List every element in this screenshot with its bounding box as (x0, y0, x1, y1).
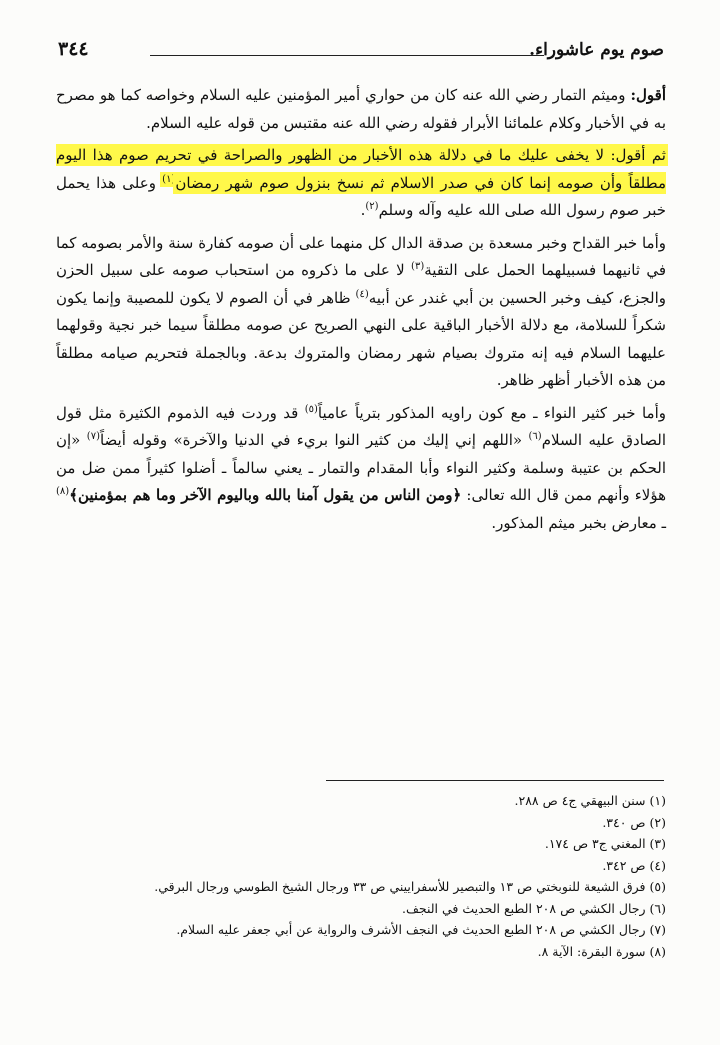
footnote-3: (٣) المغني ج٣ ص ١٧٤. (544, 836, 666, 851)
footnote-7: (٧) رجال الكشي ص ٢٠٨ الطبع الحديث في النجف الأشرف والرواية عن أبي جعفر عليه السلام. (176, 922, 666, 937)
paragraph-3-part-1: وأما خبر القداح وخبر مسعدة بن صدقة الدال كل منهما على أن صومه كفارة سنة والأمر بصومه كما في ثانيهما فسبيلهما الحمل على التقية (56, 233, 666, 279)
footnote-1: (١) سنن البيهقي ج٤ ص ٢٨٨. (514, 793, 666, 808)
footnote-4: (٤) ص ٣٤٢. (602, 857, 666, 873)
paragraph-3-part-2: لا على ما ذكروه من استحباب صومه على سبيل الحزن والجزع، كيف وخبر الحسين بن أبي غندر عن أبيه (56, 261, 666, 307)
footnote-8: (٨) سورة البقرة: الآية ٨. (537, 943, 666, 959)
quran-verse: ﴿ومن الناس من يقول آمنا بالله وباليوم الآخر وما هم بمؤمنين﴾ (69, 486, 462, 504)
paragraph-4 (56, 400, 666, 538)
paragraph-3 (56, 230, 666, 395)
paragraph-2 (56, 142, 666, 225)
running-title: صوم يوم عاشوراء. (529, 40, 664, 60)
footnote-ref-2: (٢) (365, 201, 379, 212)
footnote-divider (326, 780, 664, 781)
footnote-ref-8: (٨) (56, 486, 70, 497)
paragraph-1 (56, 82, 666, 137)
paragraph-4-part-1: وأما خبر كثير النواء ـ مع كون راويه المذكور بترياً عامياً (317, 403, 666, 422)
paragraph-1-text: وميثم التمار رضي الله عنه كان من حواري أمير المؤمنين عليه السلام وخواصه كما هو مصرح به في الأخبار وكلام علمائنا الأبرار فقوله رضي الله عنه مقتبس من قوله عليه السلام. (56, 86, 666, 132)
footnote-ref-7: (٧) (86, 431, 100, 442)
running-header (58, 36, 664, 66)
header-rule (150, 55, 544, 56)
lead-word: أقول: (630, 86, 666, 104)
footnote-ref-3: (٣) (411, 261, 425, 272)
paragraph-2-end: . (360, 201, 366, 219)
footnote-2: (٢) ص ٣٤٠. (602, 814, 666, 830)
paragraph-2-text: وعلى هذا يحمل خبر صوم رسول الله صلى الله عليه وآله وسلم (56, 173, 666, 219)
page-number: ٣٤٤ (58, 38, 89, 60)
footnote-6: (٦) رجال الكشي ص ٢٠٨ الطبع الحديث في النجف. (401, 900, 666, 916)
footnote-ref-6: (٦) (528, 431, 542, 442)
footnote-ref-5: (٥) (304, 403, 318, 415)
footnote-ref-4: (٤) (355, 288, 369, 300)
paragraph-3-part-3: ظاهر في أن الصوم لا يكون للمصيبة وإنما يكون شكراً للسلامة، مع دلالة الأخبار الباقية على النهي الصريح عن صومه مطلقاً سيما خبر نجية وقولهما عليهما السلام فيه إنه متروك بصيام شهر رمضان والمتروك بدعة. وبالجملة فتحريم صيامه مطلقاً من هذه الأخبار أظهر ظاهر. (56, 288, 666, 389)
footnote-5: (٥) فرق الشيعة للنوبختي ص ١٣ والتبصير للأسفراييني ص ٣٣ ورجال الشيخ الطوسي ورجال البرقي. (154, 879, 666, 894)
main-text (56, 82, 666, 542)
footnote-ref-1: (١) (162, 173, 176, 185)
paragraph-4-part-4: «إن الحكم بن عتيبة وسلمة وكثير النواء وأبا المقدام والتمار ـ يعني سالماً ـ أضلوا كثيراً ممن ضل من هؤلاء وأنهم ممن قال الله تعالى: (56, 431, 666, 504)
footnotes (56, 790, 666, 962)
paragraph-4-part-5: ـ معارض بخبر ميثم المذكور. (491, 513, 666, 532)
highlighted-passage: ثم أقول: لا يخفى عليك ما في دلالة هذه الأخبار من الظهور والصراحة في تحريم صوم هذا اليوم مطلقاً وأن صومه إنما كان في صدر الاسلام ثم نسخ بنزول صوم شهر رمضان (56, 146, 666, 192)
paragraph-4-part-3: «اللهم إني إليك من كثير النوا بريء في الدنيا والآخرة» وقوله أيضاً (99, 431, 529, 449)
paragraph-4-part-2: قد وردت فيه الذموم الكثيرة مثل قول الصادق عليه السلام (56, 403, 666, 449)
